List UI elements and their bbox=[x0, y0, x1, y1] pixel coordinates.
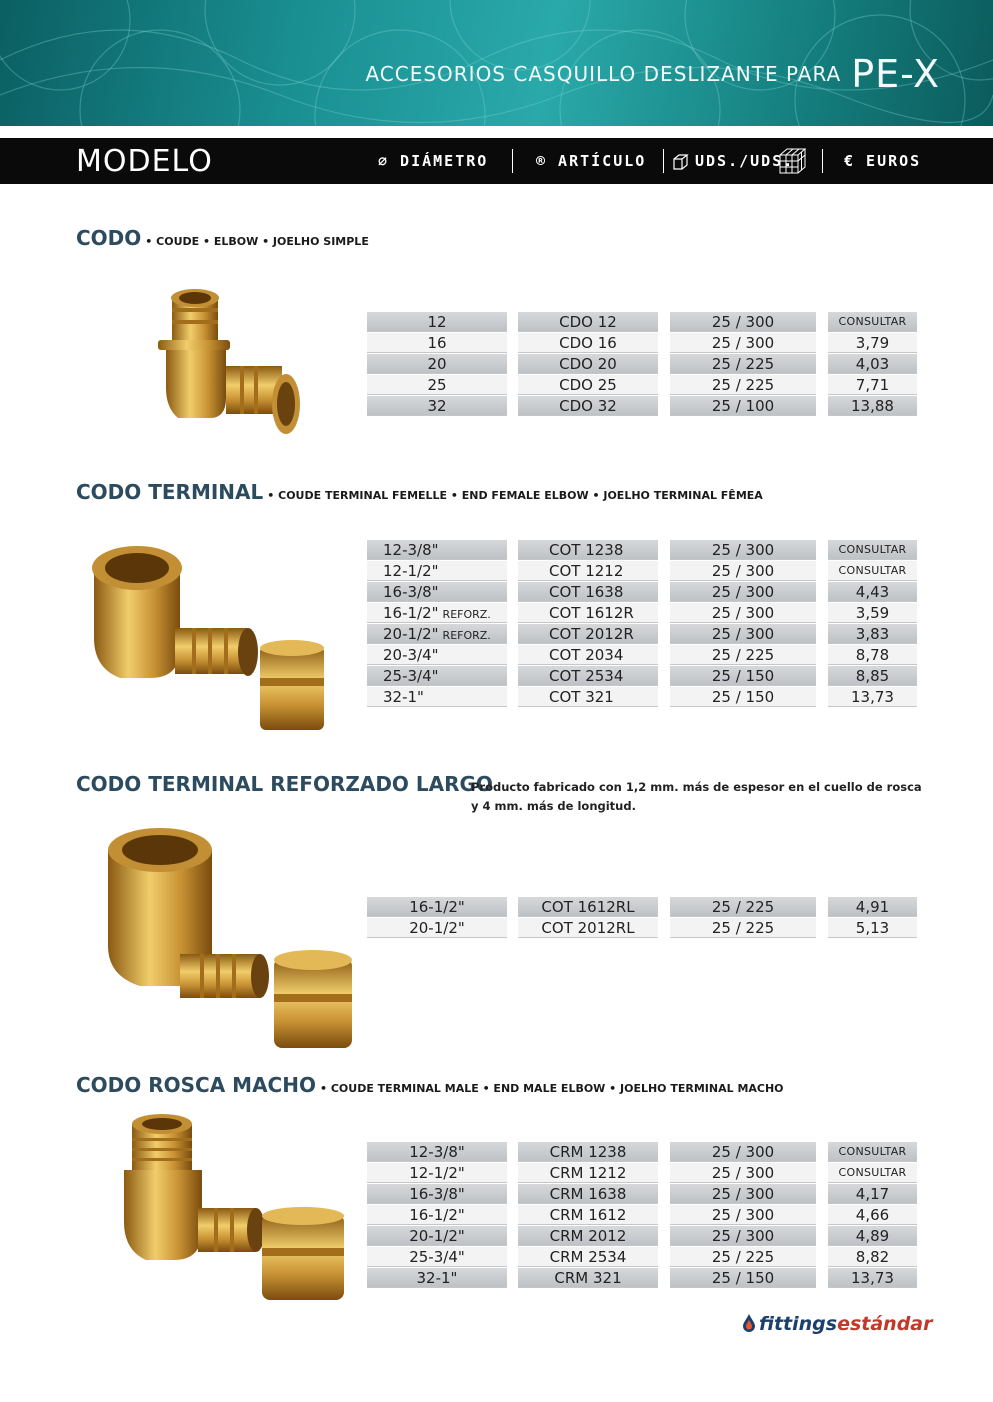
cell-euros: 8,82 bbox=[828, 1247, 917, 1267]
col-euros: € EUROS bbox=[844, 152, 922, 170]
cell-articulo: CDO 12 bbox=[518, 312, 658, 332]
divider bbox=[822, 149, 823, 173]
logo-text-a: fittings bbox=[759, 1313, 838, 1335]
section-title-codo-rosca-macho bbox=[76, 1073, 784, 1097]
col-uds: UDS./UDS. bbox=[695, 152, 795, 170]
cell-articulo: CRM 1238 bbox=[518, 1142, 658, 1162]
column-header-bar bbox=[0, 138, 993, 184]
cell-diametro: 20 bbox=[367, 354, 507, 374]
cell-diametro: 16 bbox=[367, 333, 507, 353]
cell-diametro: 32-1" bbox=[367, 687, 507, 707]
cell-diametro: 16-1/2" bbox=[367, 1205, 507, 1225]
reinforced-female-elbow-fitting-icon bbox=[100, 826, 360, 1060]
cell-diametro: 20-3/4" bbox=[367, 645, 507, 665]
logo-text-b: estándar bbox=[837, 1313, 933, 1335]
cell-uds: 25 / 300 bbox=[670, 624, 816, 644]
cell-euros: 5,13 bbox=[828, 918, 917, 938]
cell-euros: CONSULTAR bbox=[828, 1163, 917, 1183]
col-diametro: ∅ DIÁMETRO bbox=[378, 152, 489, 170]
cell-articulo: CRM 2534 bbox=[518, 1247, 658, 1267]
section-subtitle: • COUDE • ELBOW • JOELHO SIMPLE bbox=[145, 235, 369, 248]
cell-uds: 25 / 225 bbox=[670, 897, 816, 917]
cell-euros: 4,91 bbox=[828, 897, 917, 917]
cell-euros: 8,85 bbox=[828, 666, 917, 686]
cell-uds: 25 / 300 bbox=[670, 1142, 816, 1162]
section-title-main: CODO TERMINAL REFORZADO LARGO bbox=[76, 772, 493, 796]
note-line: y 4 mm. más de longitud. bbox=[471, 799, 636, 813]
cell-diametro: 16-3/8" bbox=[367, 582, 507, 602]
cell-diametro: 12-3/8" bbox=[367, 540, 507, 560]
cell-euros: 4,66 bbox=[828, 1205, 917, 1225]
cell-articulo: CRM 1638 bbox=[518, 1184, 658, 1204]
col-articulo: ® ARTÍCULO bbox=[536, 152, 647, 170]
cell-euros: CONSULTAR bbox=[828, 561, 917, 581]
cell-uds: 25 / 300 bbox=[670, 603, 816, 623]
diametro-value: 20-1/2" bbox=[383, 625, 439, 643]
cell-euros: 3,83 bbox=[828, 624, 917, 644]
cell-diametro: 25 bbox=[367, 375, 507, 395]
cell-euros: 13,88 bbox=[828, 396, 917, 416]
cell-diametro: 25-3/4" bbox=[367, 666, 507, 686]
cell-articulo: COT 1238 bbox=[518, 540, 658, 560]
cell-articulo: CDO 25 bbox=[518, 375, 658, 395]
cell-articulo: COT 1638 bbox=[518, 582, 658, 602]
cell-articulo: COT 2012R bbox=[518, 624, 658, 644]
cell-euros: CONSULTAR bbox=[828, 1142, 917, 1162]
reforz-label: REFORZ. bbox=[442, 608, 491, 621]
cell-uds: 25 / 300 bbox=[670, 582, 816, 602]
product-note bbox=[471, 778, 931, 816]
cell-diametro: 16-3/8" bbox=[367, 1184, 507, 1204]
cell-uds: 25 / 225 bbox=[670, 375, 816, 395]
cell-uds: 25 / 225 bbox=[670, 354, 816, 374]
section-title-codo-terminal bbox=[76, 480, 763, 504]
cell-euros: 13,73 bbox=[828, 1268, 917, 1288]
box-icon bbox=[672, 153, 690, 175]
section-title-codo bbox=[76, 226, 369, 250]
cell-uds: 25 / 150 bbox=[670, 1268, 816, 1288]
cell-uds: 25 / 225 bbox=[670, 1247, 816, 1267]
banner-title-pex: PE-X bbox=[851, 52, 940, 96]
divider bbox=[663, 149, 664, 173]
cell-uds: 25 / 300 bbox=[670, 540, 816, 560]
section-title-main: CODO bbox=[76, 226, 142, 250]
cell-diametro bbox=[367, 603, 507, 623]
cell-diametro: 20-1/2" bbox=[367, 1226, 507, 1246]
cell-uds: 25 / 300 bbox=[670, 333, 816, 353]
cell-euros: 3,79 bbox=[828, 333, 917, 353]
cell-euros: 7,71 bbox=[828, 375, 917, 395]
cell-diametro: 25-3/4" bbox=[367, 1247, 507, 1267]
cell-diametro: 12-1/2" bbox=[367, 1163, 507, 1183]
cell-uds: 25 / 100 bbox=[670, 396, 816, 416]
cell-uds: 25 / 150 bbox=[670, 687, 816, 707]
cell-articulo: COT 1212 bbox=[518, 561, 658, 581]
cell-uds: 25 / 150 bbox=[670, 666, 816, 686]
cell-euros: 4,43 bbox=[828, 582, 917, 602]
cell-uds: 25 / 300 bbox=[670, 1163, 816, 1183]
cell-diametro: 20-1/2" bbox=[367, 918, 507, 938]
divider bbox=[512, 149, 513, 173]
cell-articulo: CDO 32 bbox=[518, 396, 658, 416]
cell-diametro: 32-1" bbox=[367, 1268, 507, 1288]
cell-articulo: CDO 16 bbox=[518, 333, 658, 353]
cell-articulo: COT 1612RL bbox=[518, 897, 658, 917]
model-label: MODELO bbox=[76, 144, 213, 179]
grid-box-icon bbox=[778, 147, 808, 179]
cell-diametro bbox=[367, 624, 507, 644]
cell-uds: 25 / 300 bbox=[670, 561, 816, 581]
cell-uds: 25 / 225 bbox=[670, 645, 816, 665]
cell-euros: 13,73 bbox=[828, 687, 917, 707]
section-subtitle: • COUDE TERMINAL MALE • END MALE ELBOW • JOELHO TERMINAL MACHO bbox=[319, 1082, 784, 1095]
cell-articulo: COT 2012RL bbox=[518, 918, 658, 938]
cell-diametro: 12-1/2" bbox=[367, 561, 507, 581]
banner-title-text: ACCESORIOS CASQUILLO DESLIZANTE PARA bbox=[365, 62, 842, 86]
cell-euros: 4,89 bbox=[828, 1226, 917, 1246]
reforz-label: REFORZ. bbox=[442, 629, 491, 642]
cell-uds: 25 / 300 bbox=[670, 1226, 816, 1246]
cell-uds: 25 / 300 bbox=[670, 312, 816, 332]
male-elbow-fitting-icon bbox=[110, 1110, 350, 1314]
cell-articulo: COT 2034 bbox=[518, 645, 658, 665]
cell-articulo: CDO 20 bbox=[518, 354, 658, 374]
cell-euros: CONSULTAR bbox=[828, 312, 917, 332]
diametro-value: 16-1/2" bbox=[383, 604, 439, 622]
cell-articulo: COT 2534 bbox=[518, 666, 658, 686]
cell-uds: 25 / 225 bbox=[670, 918, 816, 938]
section-title-main: CODO TERMINAL bbox=[76, 480, 264, 504]
header-banner bbox=[0, 0, 993, 126]
cell-uds: 25 / 300 bbox=[670, 1184, 816, 1204]
cell-diametro: 12 bbox=[367, 312, 507, 332]
cell-euros: CONSULTAR bbox=[828, 540, 917, 560]
section-title-codo-terminal-reforzado bbox=[76, 772, 493, 796]
note-line: Producto fabricado con 1,2 mm. más de espesor en el cuello de rosca bbox=[471, 780, 922, 794]
cell-euros: 4,17 bbox=[828, 1184, 917, 1204]
cell-diametro: 32 bbox=[367, 396, 507, 416]
banner-title bbox=[0, 52, 940, 96]
cell-articulo: CRM 1212 bbox=[518, 1163, 658, 1183]
female-elbow-fitting-icon bbox=[80, 528, 350, 742]
flame-drop-icon bbox=[742, 1314, 756, 1332]
cell-articulo: COT 1612R bbox=[518, 603, 658, 623]
cell-diametro: 12-3/8" bbox=[367, 1142, 507, 1162]
cell-articulo: COT 321 bbox=[518, 687, 658, 707]
brand-logo bbox=[742, 1313, 933, 1335]
cell-articulo: CRM 2012 bbox=[518, 1226, 658, 1246]
section-subtitle: • COUDE TERMINAL FEMELLE • END FEMALE ELBOW • JOELHO TERMINAL FÊMEA bbox=[267, 489, 763, 502]
cell-euros: 3,59 bbox=[828, 603, 917, 623]
cell-euros: 4,03 bbox=[828, 354, 917, 374]
cell-articulo: CRM 321 bbox=[518, 1268, 658, 1288]
cell-euros: 8,78 bbox=[828, 645, 917, 665]
cell-uds: 25 / 300 bbox=[670, 1205, 816, 1225]
section-title-main: CODO ROSCA MACHO bbox=[76, 1073, 316, 1097]
cell-articulo: CRM 1612 bbox=[518, 1205, 658, 1225]
cell-diametro: 16-1/2" bbox=[367, 897, 507, 917]
elbow-fitting-icon bbox=[150, 278, 310, 447]
